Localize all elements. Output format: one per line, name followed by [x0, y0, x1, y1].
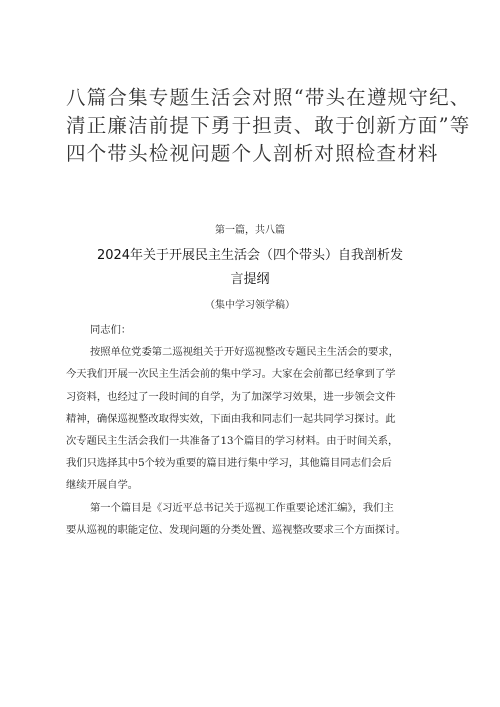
paragraph-line: 习资料，也经过了一段时间的自学，为了加深学习效果，进一步领会文件 — [66, 390, 396, 403]
paragraph-line: 按照单位党委第二巡视组关于开好巡视整改专题民主生活会的要求， — [90, 346, 399, 359]
document-title — [66, 84, 471, 168]
paragraph-line: 精神，确保巡视整改取得实效，下面由我和同志们一起共同学习探讨。此 — [66, 412, 396, 425]
paragraph-line: 我们只选择其中5个较为重要的篇目进行集中学习，其他篇目同志们会后 — [66, 457, 392, 470]
paragraph-2 — [66, 497, 446, 541]
document-title-line: 八篇合集专题生活会对照“带头在遵规守纪、 — [66, 86, 471, 109]
paragraph-line: 要从巡视的职能定位、发现问题的分类处置、巡视整改要求三个方面探讨。 — [66, 523, 406, 536]
subtitle: （集中学习领学稿） — [205, 300, 295, 311]
document-title-line: 四个带头检视问题个人剖析对照检查材料 — [66, 142, 439, 165]
paragraph-1 — [66, 341, 446, 496]
body-text — [66, 319, 446, 541]
paragraph-line: 第一个篇目是《习近平总书记关于巡视工作重要论述汇编》，我们主 — [90, 501, 394, 514]
speech-title-line: 2024年关于开展民主生活会（四个带头）自我剖析发 — [96, 248, 404, 263]
paragraph-line: 今天我们开展一次民主生活会前的集中学习。大家在会前都已经拿到了学 — [66, 368, 396, 381]
paragraph-line: 继续开展自学。 — [66, 479, 139, 492]
speech-title — [60, 244, 440, 292]
document-title-line: 清正廉洁前提下勇于担责、敢于创新方面”等 — [66, 114, 471, 137]
salutation: 同志们： — [90, 324, 132, 336]
paragraph-line: 次专题民主生活会我们一共准备了13个篇目的学习材料。由于时间关系， — [66, 435, 399, 448]
speech-title-line: 言提纲 — [230, 272, 270, 287]
part-label: 第一篇，共八篇 — [215, 225, 285, 236]
